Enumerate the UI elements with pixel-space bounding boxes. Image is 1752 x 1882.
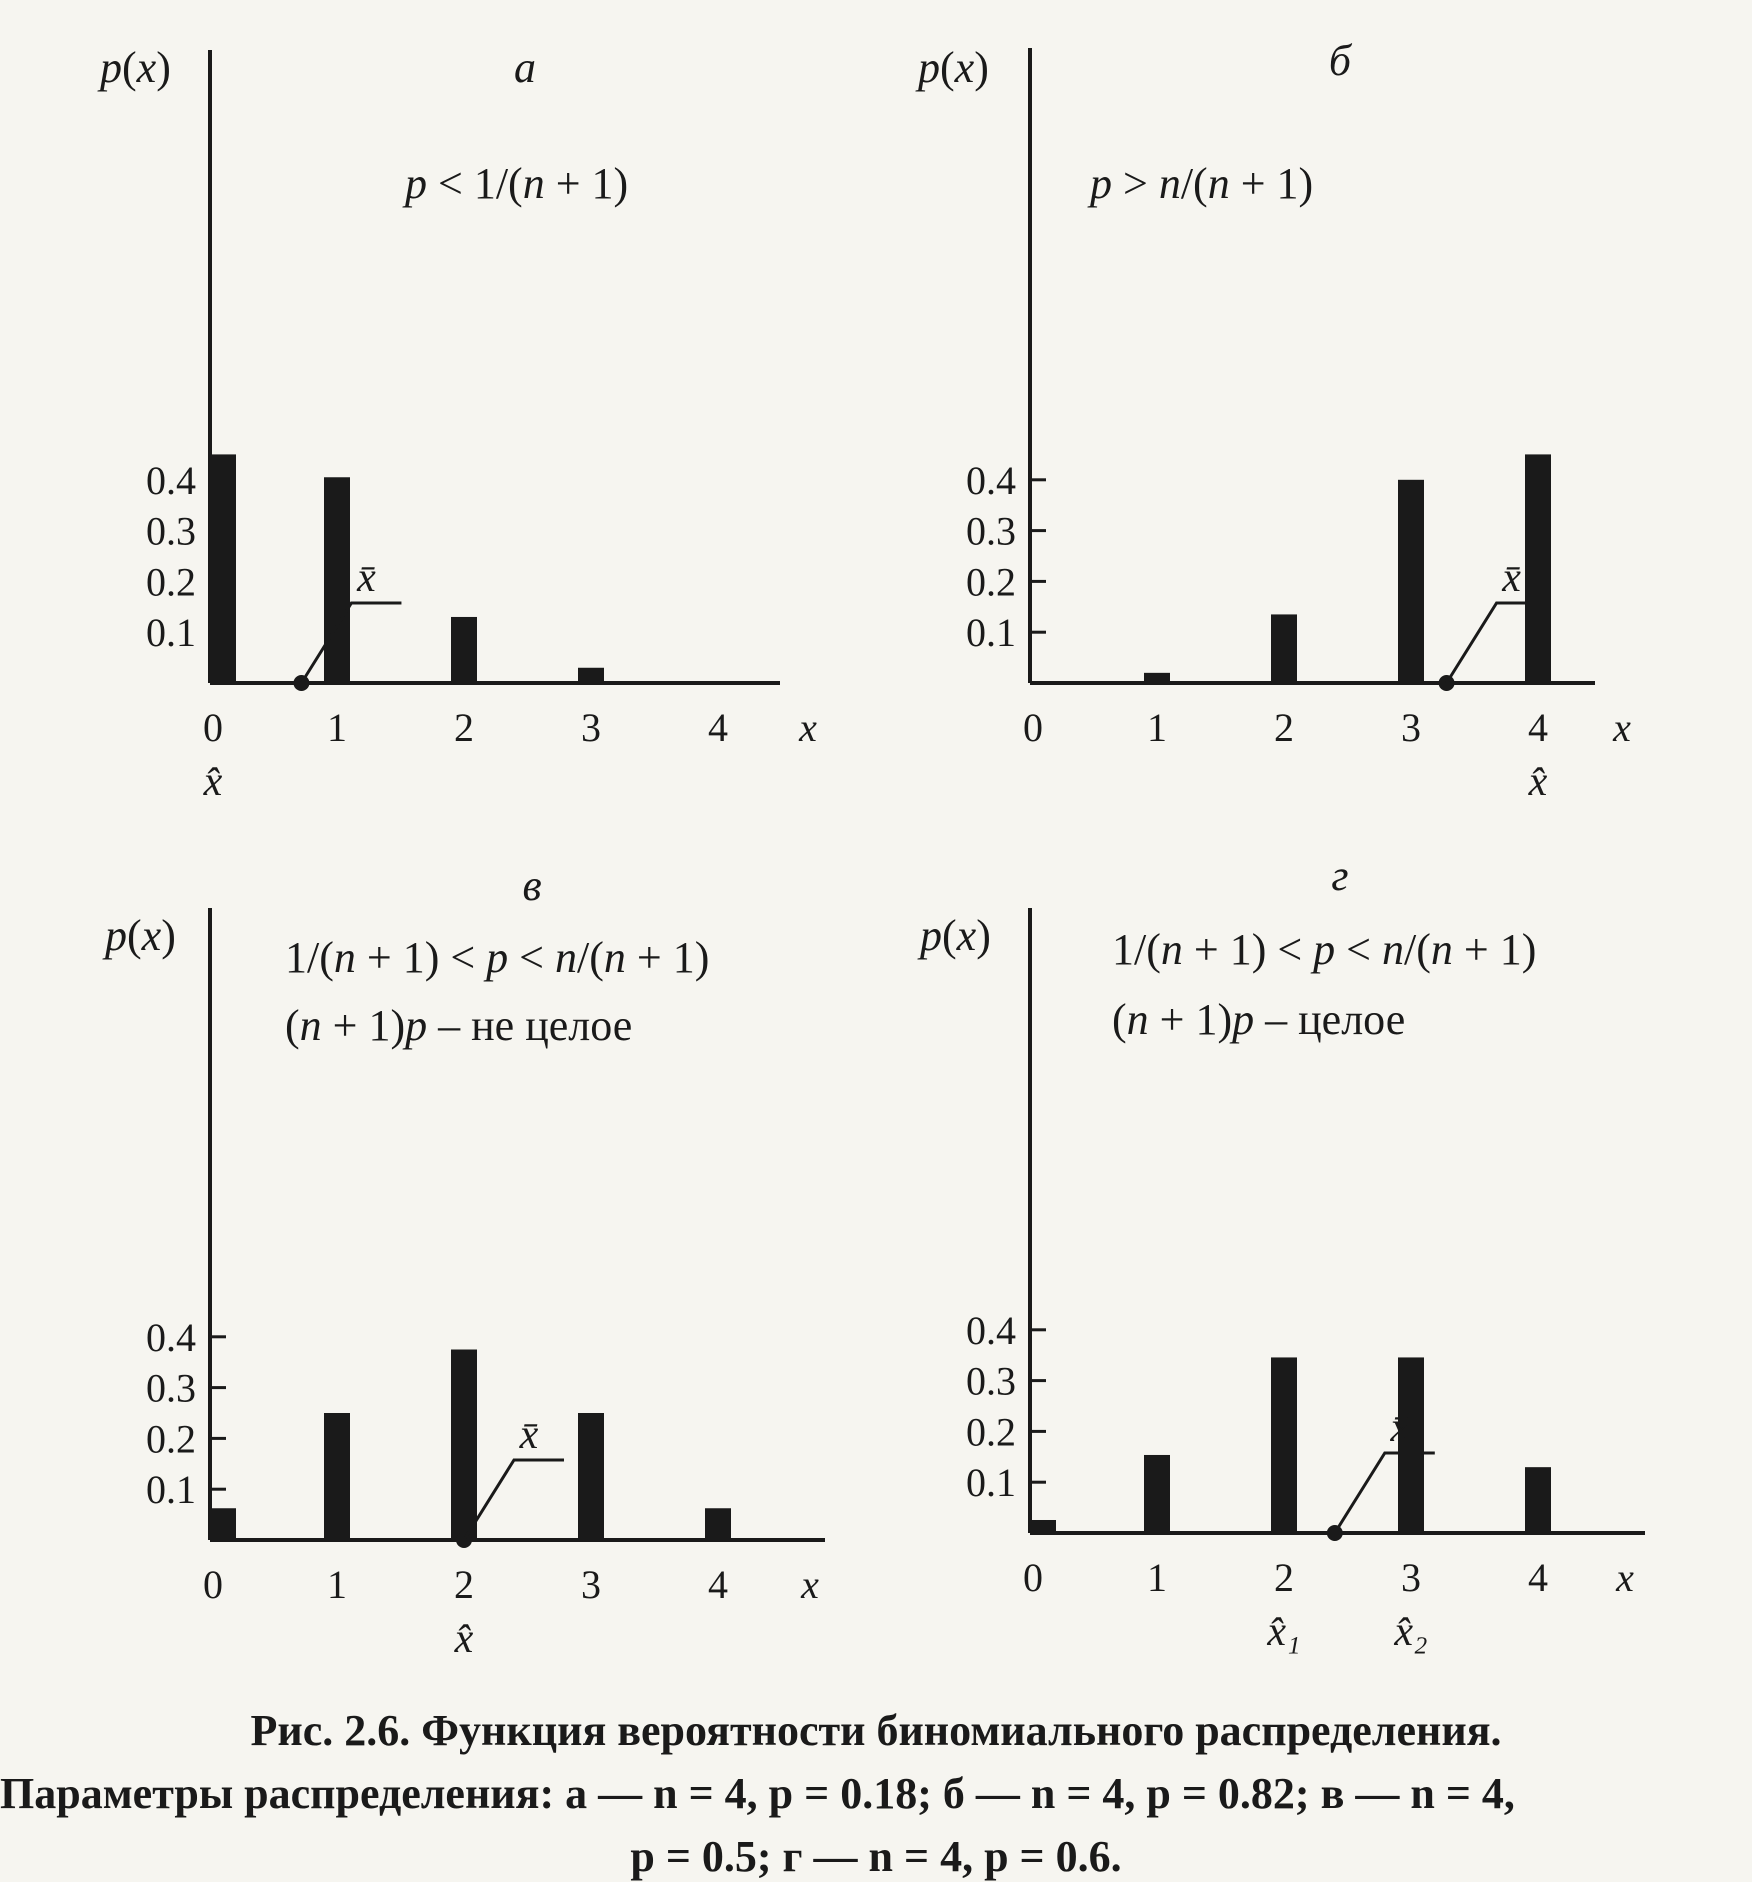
bar-x1 <box>1144 673 1170 683</box>
panel-label: в <box>522 861 542 910</box>
bar-x3 <box>578 1413 604 1540</box>
bar-x2 <box>1271 1357 1297 1533</box>
figure-caption-title: Рис. 2.6. Функция вероятности биномиального распределения. <box>250 1706 1502 1755</box>
x-tick-label: 0 <box>1023 1555 1043 1600</box>
x-tick-label: 4 <box>708 1562 728 1607</box>
x-axis-label: x <box>1613 705 1631 750</box>
y-axis-label: p(x) <box>105 911 176 960</box>
mean-leader-line <box>464 1460 564 1540</box>
condition-text: p > n/(n + 1) <box>1090 159 1314 208</box>
figure-caption-params-cont: p = 0.5; г — n = 4, p = 0.6. <box>630 1832 1122 1881</box>
condition-text: (n + 1)p – не целое <box>285 1001 633 1050</box>
x-tick-label: 1 <box>327 1562 347 1607</box>
bar-x0 <box>1030 1520 1056 1533</box>
bar-x4 <box>705 1508 731 1540</box>
y-tick-label: 0.3 <box>966 1358 1016 1404</box>
x-tick-label: 1 <box>1147 705 1167 750</box>
x-tick-label: 1 <box>327 705 347 750</box>
y-tick-label: 0.2 <box>966 559 1016 605</box>
x-tick-label: 2 <box>454 705 474 750</box>
x-axis-label: x <box>1616 1555 1634 1600</box>
figure-caption-params: Параметры распределения: а — n = 4, p = 0.18; б — n = 4, p = 0.82; в — n = 4, <box>0 1769 1515 1818</box>
bar-x0 <box>210 454 236 683</box>
x-tick-label: 4 <box>1528 1555 1548 1600</box>
bar-x3 <box>1398 480 1424 683</box>
x-tick-label: 4 <box>1528 705 1548 750</box>
mean-label: x̄ <box>357 555 376 601</box>
y-tick-label: 0.1 <box>146 1467 196 1513</box>
condition-text: 1/(n + 1) < p < n/(n + 1) <box>1112 925 1537 974</box>
mode-label: x̂ <box>454 1616 474 1662</box>
mean-leader-line <box>301 603 401 683</box>
panel-label: г <box>1331 851 1349 900</box>
y-axis-label: p(x) <box>100 43 171 92</box>
x-tick-label: 2 <box>454 1562 474 1607</box>
x-tick-label: 1 <box>1147 1555 1167 1600</box>
bar-x2 <box>451 1350 477 1541</box>
y-tick-label: 0.2 <box>146 1416 196 1462</box>
x-tick-label: 3 <box>581 1562 601 1607</box>
y-axis-label: p(x) <box>920 911 991 960</box>
x-tick-label: 2 <box>1274 1555 1294 1600</box>
bar-x0 <box>210 1508 236 1540</box>
y-tick-label: 0.4 <box>966 457 1016 503</box>
bar-x1 <box>1144 1455 1170 1533</box>
y-tick-label: 0.1 <box>146 610 196 656</box>
y-tick-label: 0.4 <box>146 1314 196 1360</box>
mode-label: x̂ <box>203 759 223 805</box>
condition-text: 1/(n + 1) < p < n/(n + 1) <box>285 933 710 982</box>
mean-label: x̄ <box>1390 1405 1410 1451</box>
chart-panel-4 <box>917 851 1645 1655</box>
y-tick-label: 0.4 <box>146 457 196 503</box>
y-tick-label: 0.1 <box>966 610 1016 656</box>
y-tick-label: 0.3 <box>146 1365 196 1411</box>
y-tick-label: 0.1 <box>966 1460 1016 1506</box>
bar-x0 <box>1030 681 1056 683</box>
condition-text: p < 1/(n + 1) <box>405 159 629 208</box>
bar-x1 <box>324 1413 350 1540</box>
x-tick-label: 0 <box>203 705 223 750</box>
y-tick-label: 0.4 <box>966 1307 1016 1353</box>
x-axis-label: x <box>799 705 817 750</box>
chart-panel-2 <box>915 36 1631 805</box>
bar-x1 <box>324 477 350 683</box>
x-tick-label: 0 <box>1023 705 1043 750</box>
mean-label: x̄ <box>519 1412 539 1458</box>
y-tick-label: 0.2 <box>146 559 196 605</box>
bar-x4 <box>1525 1467 1551 1533</box>
y-tick-label: 0.3 <box>146 508 196 554</box>
y-tick-label: 0.3 <box>966 508 1016 554</box>
panel-label: а <box>514 43 536 92</box>
x-axis-label: x <box>801 1562 819 1607</box>
mean-label: x̄ <box>1502 555 1521 601</box>
x-tick-label: 0 <box>203 1562 223 1607</box>
x-tick-label: 3 <box>581 705 601 750</box>
mode-label: x̂ <box>1528 759 1548 805</box>
x-tick-label: 2 <box>1274 705 1294 750</box>
x-tick-label: 3 <box>1401 705 1421 750</box>
mode-label: x̂₂ <box>1394 1609 1428 1655</box>
bar-x3 <box>578 668 604 683</box>
bar-x4 <box>705 681 731 683</box>
bar-x4 <box>1525 454 1551 683</box>
mode-label: x̂₁ <box>1267 1609 1301 1655</box>
y-tick-label: 0.2 <box>966 1409 1016 1455</box>
bar-x2 <box>1271 614 1297 683</box>
chart-panel-3 <box>102 861 825 1662</box>
chart-panel-1 <box>97 43 817 805</box>
x-tick-label: 4 <box>708 705 728 750</box>
y-axis-label: p(x) <box>918 43 989 92</box>
bar-x2 <box>451 617 477 683</box>
panel-label: б <box>1328 36 1352 85</box>
condition-text: (n + 1)p – целое <box>1112 995 1406 1044</box>
x-tick-label: 3 <box>1401 1555 1421 1600</box>
